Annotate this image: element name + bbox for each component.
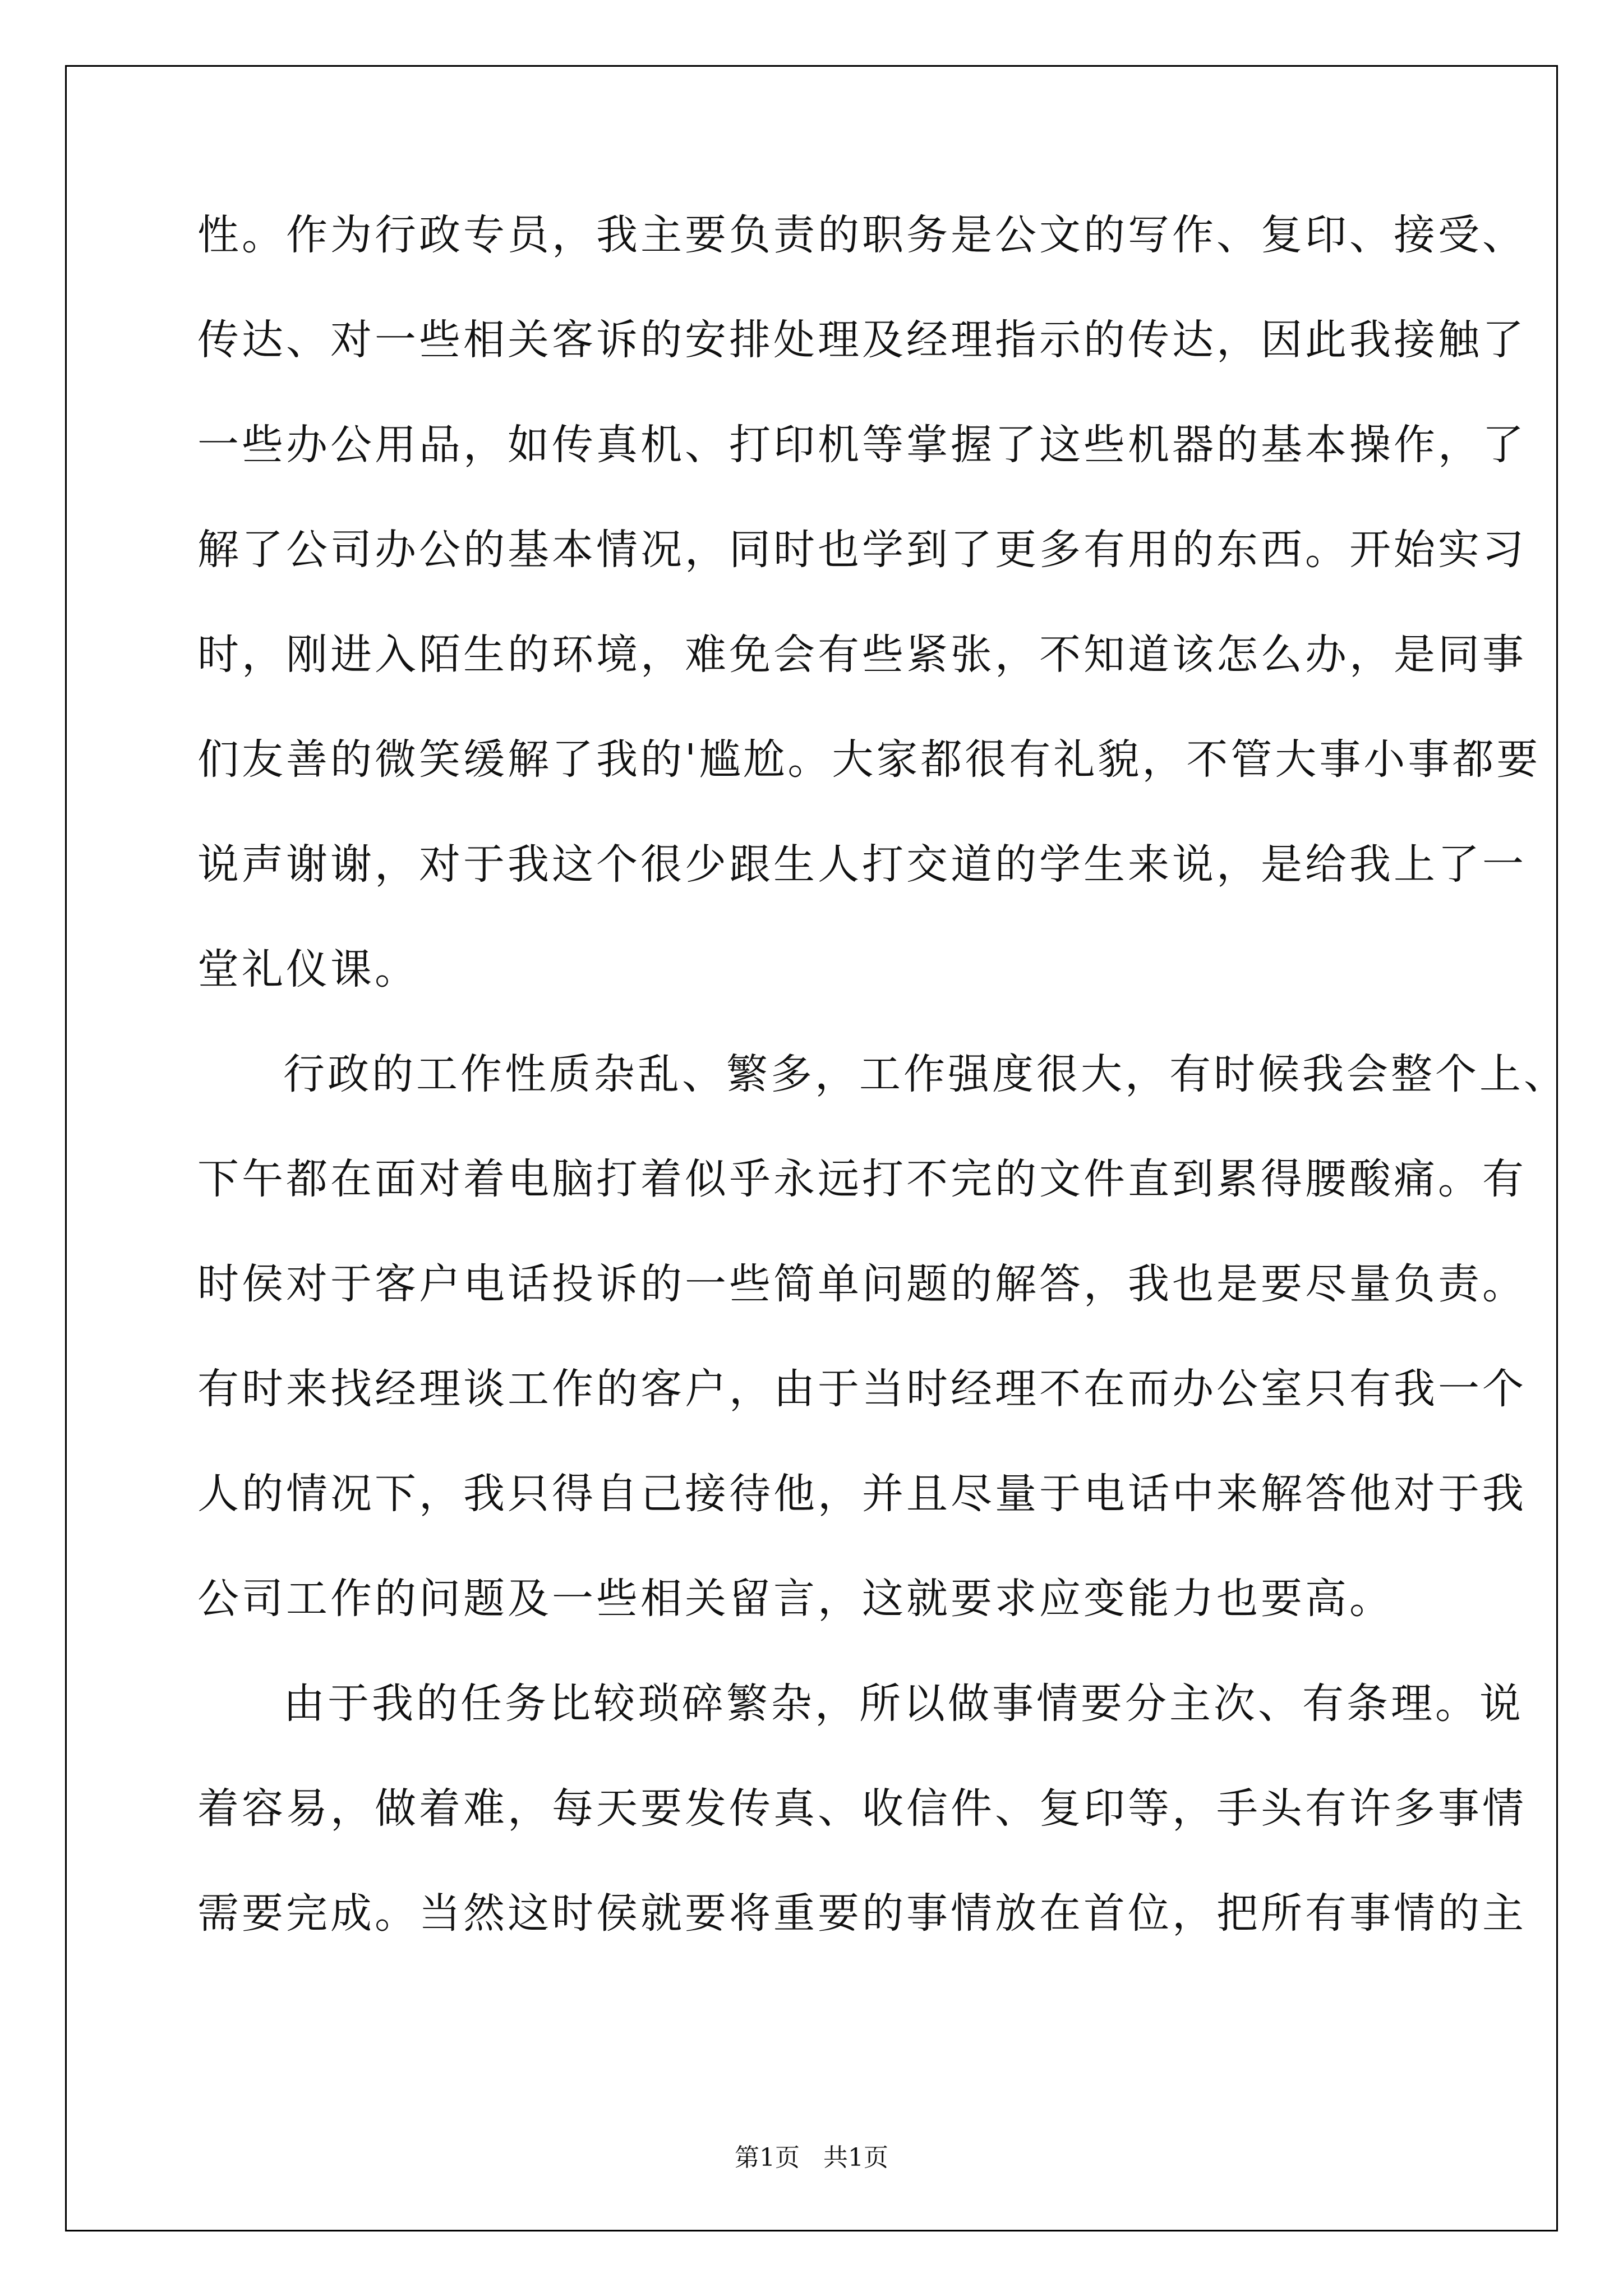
body-text-line: 着容易，做着难，每天要发传真、收信件、复印等，手头有许多事情 [197,1784,1527,1833]
page-footer: 第1页 共1页 [735,2143,888,2172]
paragraph-first-line: 行政的工作性质杂乱、繁多，工作强度很大，有时候我会整个上、 [283,1050,1568,1098]
body-text-line: 解了公司办公的基本情况，同时也学到了更多有用的东西。开始实习 [197,526,1527,574]
body-text-line: 一些办公用品，如传真机、打印机等掌握了这些机器的基本操作，了 [197,421,1527,469]
body-text-line: 有时来找经理谈工作的客户，由于当时经理不在而办公室只有我一个 [197,1365,1527,1413]
body-text-line: 说声谢谢，对于我这个很少跟生人打交道的学生来说，是给我上了一 [197,840,1527,889]
body-text-line: 传达、对一些相关客诉的安排处理及经理指示的传达，因此我接触了 [197,316,1527,364]
paragraph-first-line: 由于我的任务比较琐碎繁杂，所以做事情要分主次、有条理。说 [283,1680,1524,1728]
body-text-line: 性。作为行政专员，我主要负责的职务是公文的写作、复印、接受、 [197,211,1527,259]
body-text-line: 公司工作的问题及一些相关留言，这就要求应变能力也要高。 [197,1575,1394,1623]
body-text-line: 下午都在面对着电脑打着似乎永远打不完的文件直到累得腰酸痛。有 [197,1155,1527,1203]
body-text-line: 需要完成。当然这时侯就要将重要的事情放在首位，把所有事情的主 [197,1889,1527,1938]
body-text-line: 时，刚进入陌生的环境，难免会有些紧张，不知道该怎么办，是同事 [197,631,1527,679]
body-text-line: 堂礼仪课。 [197,945,419,993]
body-text-line: 们友善的微笑缓解了我的'尴尬。大家都很有礼貌，不管大事小事都要 [197,735,1541,784]
body-text-line: 人的情况下，我只得自己接待他，并且尽量于电话中来解答他对于我 [197,1470,1527,1518]
body-text-line: 时侯对于客户电话投诉的一些简单问题的解答，我也是要尽量负责。 [197,1260,1527,1308]
